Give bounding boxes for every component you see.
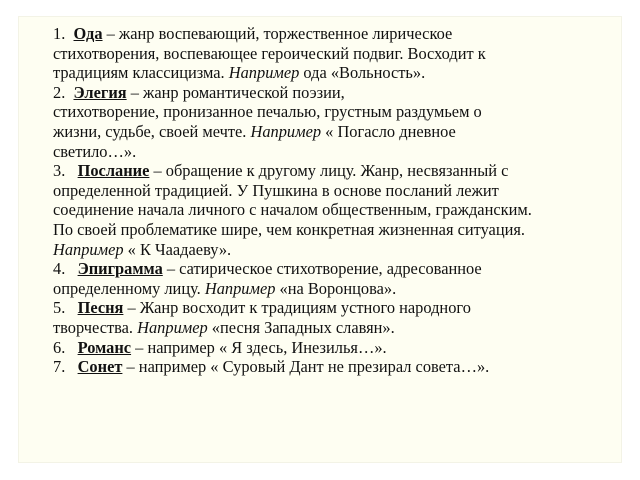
genre-4-line-1 bbox=[53, 259, 619, 279]
genre-2-text-3: жизни, судьбе, своей мечте. bbox=[53, 121, 251, 141]
genre-7-term: Сонет bbox=[77, 357, 123, 377]
genre-1-line-2: стихотворения, воспевающее героический подвиг. Восходит к bbox=[53, 43, 486, 63]
genre-4-text-1: – сатирическое стихотворение, адресованное bbox=[162, 259, 482, 279]
genre-4-term: Эпиграмма bbox=[77, 259, 163, 279]
genre-2-example-label: Например bbox=[250, 121, 322, 141]
genre-3-line-5 bbox=[53, 240, 619, 260]
genre-5-line-2 bbox=[53, 318, 619, 338]
genre-1-example-label: Например bbox=[228, 63, 300, 83]
genre-1-line-3 bbox=[53, 63, 619, 83]
slide bbox=[19, 17, 621, 462]
genre-list bbox=[53, 24, 619, 377]
genre-2-line-1 bbox=[53, 83, 619, 103]
genre-2-term: Элегия bbox=[73, 82, 127, 102]
genre-5-number: 5. bbox=[53, 298, 66, 318]
genre-4-text-2: определенному лицу. bbox=[53, 278, 205, 298]
genre-7-number: 7. bbox=[53, 357, 66, 377]
genre-2-text-1: – жанр романтической поэзии, bbox=[126, 82, 345, 102]
genre-3-example-label: Например bbox=[53, 239, 124, 259]
genre-6-number: 6. bbox=[53, 337, 66, 357]
genre-6-term: Романс bbox=[77, 337, 132, 357]
genre-2-line-3 bbox=[53, 122, 619, 142]
genre-6-line-1 bbox=[53, 338, 619, 358]
genre-2-number: 2. bbox=[53, 82, 66, 102]
genre-1-text-1: – жанр воспевающий, торжественное лирическое bbox=[102, 24, 453, 43]
genre-1-line-1 bbox=[53, 24, 619, 44]
genre-7-line-1 bbox=[53, 357, 619, 377]
genre-4-line-2 bbox=[53, 279, 619, 299]
genre-5-text-2: творчества. bbox=[53, 317, 138, 337]
genre-3-example: « К Чаадаеву». bbox=[123, 239, 232, 259]
genre-6-text-1: – например « Я здесь, Инезилья…». bbox=[131, 337, 387, 357]
genre-3-term: Послание bbox=[77, 161, 150, 181]
genre-3-line-4: По своей проблематике шире, чем конкретная жизненная ситуация. bbox=[53, 219, 526, 239]
genre-3-number: 3. bbox=[53, 161, 66, 181]
genre-5-example: «песня Западных славян». bbox=[207, 317, 395, 337]
genre-3-line-3: соединение начала личного с началом общественным, гражданским. bbox=[53, 200, 532, 220]
genre-1-number: 1. bbox=[53, 24, 66, 43]
genre-5-text-1: – Жанр восходит к традициям устного народного bbox=[123, 298, 471, 318]
genre-5-example-label: Например bbox=[137, 317, 208, 337]
genre-3-line-1 bbox=[53, 161, 619, 181]
genre-5-line-1 bbox=[53, 298, 619, 318]
genre-2-line-4: светило…». bbox=[53, 141, 137, 161]
genre-3-text-1: – обращение к другому лицу. Жанр, несвязанный с bbox=[149, 161, 509, 181]
genre-1-text-3: традициям классицизма. bbox=[53, 63, 229, 83]
genre-2-example: « Погасло дневное bbox=[321, 121, 456, 141]
genre-4-example-label: Например bbox=[204, 278, 276, 298]
genre-1-example: ода «Вольность». bbox=[299, 63, 426, 83]
genre-2-line-2: стихотворение, пронизанное печалью, грустным раздумьем о bbox=[53, 102, 482, 122]
genre-4-example: «на Воронцова». bbox=[275, 278, 397, 298]
genre-4-number: 4. bbox=[53, 259, 66, 279]
genre-5-term: Песня bbox=[77, 298, 124, 318]
genre-1-term: Ода bbox=[73, 24, 103, 43]
genre-7-text-1: – например « Суровый Дант не презирал совета…». bbox=[122, 357, 490, 377]
genre-3-line-2: определенной традицией. У Пушкина в основе посланий лежит bbox=[53, 180, 499, 200]
